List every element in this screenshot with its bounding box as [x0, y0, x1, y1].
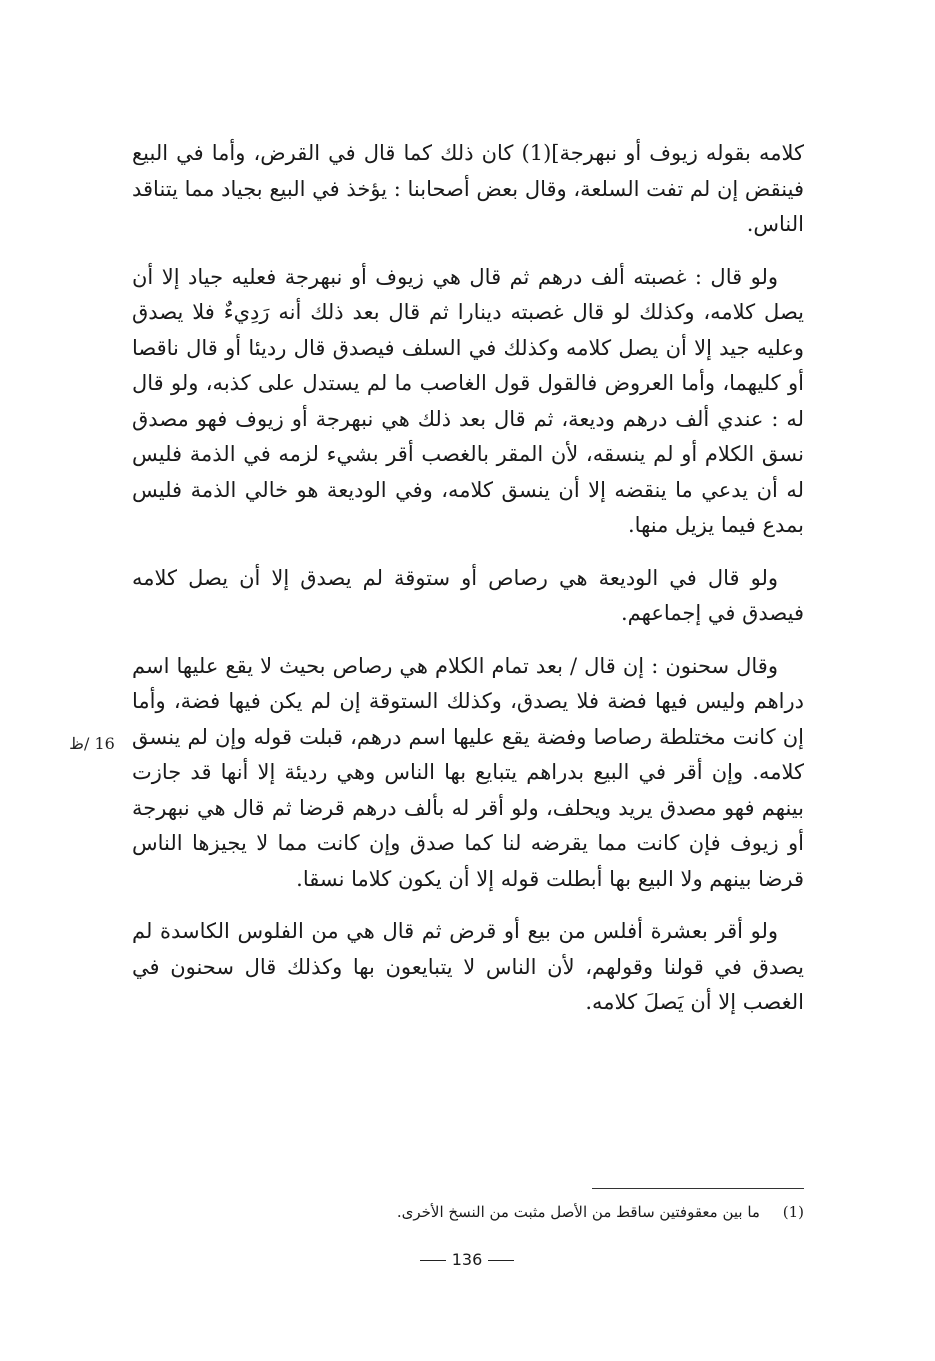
paragraph-1: كلامه بقوله زيوف أو نبهرجة](1) كان ذلك كما قال في القرض، وأما في البيع فينقض إن لم تفت السلعة، وقال بعض أصحابنا : يؤخذ في البيع بجياد مما يتناقد الناس. [132, 141, 804, 236]
dash-right [488, 1260, 514, 1261]
page-number-value: 136 [451, 1250, 483, 1269]
footnote-divider [592, 1188, 804, 1189]
paragraph-3: ولو قال في الوديعة هي رصاص أو ستوقة لم يصدق إلا أن يصل كلامه فيصدق في إجماعهم. [132, 565, 804, 625]
paragraph-5: ولو أقر بعشرة أفلس من بيع أو قرض ثم قال هي من الفلوس الكاسدة لم يصدق في قولنا وقولهم، لأن الناس لا يتبايعون بها وكذلك قال سحنون في الغصب إلا أن يَصلَ كلامه. [132, 919, 804, 1014]
paragraph-4: وقال سحنون : إن قال / بعد تمام الكلام هي رصاص بحيث لا يقع عليها اسم دراهم وليس فيها فضة فلا يصدق، وكذلك الستوقة إن لم يكن فيها فضة، وأما إن كانت مختلطة رصاصا وفضة يقع عليها اسم درهم، قبلت قوله وإن لم ينسق كلامه. وإن أقر في البيع بدراهم يتبايع بها الناس وهي رديئة إلا أنها قد جازت بينهم فهو مصدق يريد ويحلف، ولو أقر له بألف درهم قرضا ثم قال هي نبهرجة أو زيوف فإن كانت مما يقرضه لنا كما صدق وإن كانت مما لا يجيزها الناس قرضا بينهم ولا البيع بها أبطلت قوله إلا أن يكون كلاما نسقا. [132, 653, 804, 891]
paragraph-2: ولو قال : غصبته ألف درهم ثم قال هي زيوف أو نبهرجة فعليه جياد إلا أن يصل كلامه، وكذلك لو قال غصبته دينارا ثم قال بعد ذلك أنه رَدِيءٌ فلا يصدق وعليه جيد إلا أن يصل كلامه وكذلك في السلف فيصدق قال رديئا أو قال ناقصا أو كليهما، وأما العروض فالقول قول الغاصب ما لم يستدل على كذبه، ولو قال له : عندي ألف درهم وديعة، ثم قال بعد ذلك هي نبهرجة أو زيوف فهو مصدق نسق الكلام أو لم ينسقه، لأن المقر بالغصب أقر بشيء لزمه في الذمة فليس له أن يدعي ما ينقضه إلا أن ينسق كلامه، وفي الوديعة هو خالي الذمة فليس بمدع فيما يزيل منها. [132, 264, 804, 537]
page-number [367, 1250, 567, 1269]
folio-marker: 16 /ظ [69, 734, 115, 753]
footnote-number: (1) [782, 1203, 804, 1221]
footnote [300, 1200, 804, 1224]
main-text [132, 136, 804, 1038]
dash-left [420, 1260, 446, 1261]
footnote-text: ما بين معقوفتين ساقط من الأصل مثبت من النسخ الأخرى. [396, 1203, 760, 1221]
